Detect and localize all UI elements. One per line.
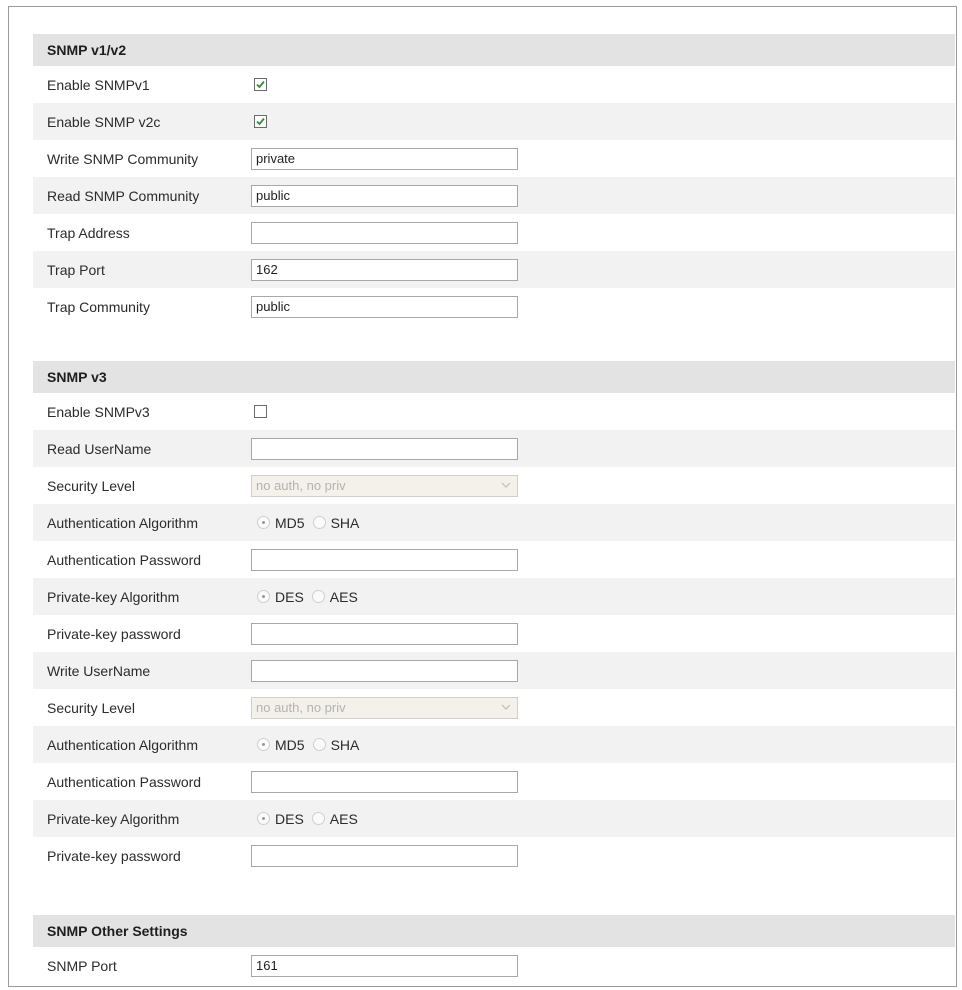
read-auth-algorithm-radios (257, 515, 367, 531)
write-priv-password-row (33, 837, 955, 874)
snmp-port-input[interactable]: 161 (251, 955, 518, 977)
read-auth-option-sha[interactable] (313, 515, 360, 531)
read-auth-password-row (33, 541, 955, 578)
read-priv-password-row (33, 615, 955, 652)
enable-snmpv1-checkbox[interactable] (254, 78, 267, 91)
read-priv-password-label: Private-key password (47, 625, 181, 642)
enable-snmpv2c-label: Enable SNMP v2c (47, 113, 161, 130)
write-community-row (33, 140, 955, 177)
read-username-input[interactable] (251, 438, 518, 460)
write-username-label: Write UserName (47, 662, 151, 679)
trap-port-input[interactable]: 162 (251, 259, 518, 281)
write-priv-option-aes[interactable] (312, 811, 358, 827)
write-auth-radio-sha[interactable] (313, 738, 326, 751)
read-security-level-select[interactable] (251, 475, 518, 497)
write-priv-radio-label: AES (329, 810, 358, 827)
write-auth-radio-md5[interactable] (257, 738, 270, 751)
trap-address-label: Trap Address (47, 224, 130, 241)
enable-snmpv3-label: Enable SNMPv3 (47, 403, 150, 420)
write-community-label: Write SNMP Community (47, 150, 199, 167)
read-community-input[interactable]: public (251, 185, 518, 207)
read-security-level-label: Security Level (47, 477, 135, 494)
read-priv-option-des[interactable] (257, 589, 304, 605)
read-priv-algorithm-row (33, 578, 955, 615)
write-auth-option-md5[interactable] (257, 737, 305, 753)
enable-snmpv2c-row (33, 103, 955, 140)
snmp-port-label: SNMP Port (47, 957, 117, 974)
write-priv-option-des[interactable] (257, 811, 304, 827)
write-security-level-value: no auth, no priv (256, 699, 346, 715)
write-username-input[interactable] (251, 660, 518, 682)
snmp-v3-header: SNMP v3 (33, 361, 955, 393)
write-security-level-label: Security Level (47, 699, 135, 716)
write-priv-algorithm-radios (257, 811, 366, 827)
write-auth-algorithm-radios (257, 737, 367, 753)
read-auth-radio-md5[interactable] (257, 516, 270, 529)
read-auth-password-input[interactable] (251, 549, 518, 571)
read-auth-radio-sha[interactable] (313, 516, 326, 529)
write-auth-password-input[interactable] (251, 771, 518, 793)
read-auth-option-md5[interactable] (257, 515, 305, 531)
checkmark-icon (255, 116, 266, 127)
enable-snmpv1-row (33, 66, 955, 103)
read-priv-radio-label: AES (329, 588, 358, 605)
snmp-other-section (33, 915, 955, 984)
read-auth-algorithm-label: Authentication Algorithm (47, 514, 198, 531)
trap-community-label: Trap Community (47, 298, 150, 315)
write-community-input[interactable]: private (251, 148, 518, 170)
checkmark-icon (255, 79, 266, 90)
write-priv-password-input[interactable] (251, 845, 518, 867)
chevron-down-icon (501, 702, 511, 712)
write-auth-algorithm-row (33, 726, 955, 763)
read-priv-radio-aes[interactable] (312, 590, 325, 603)
read-priv-radio-label: DES (275, 588, 304, 605)
snmp-v1v2-header: SNMP v1/v2 (33, 34, 955, 66)
trap-port-row (33, 251, 955, 288)
enable-snmpv3-row (33, 393, 955, 430)
write-auth-radio-label: SHA (330, 736, 360, 753)
read-auth-radio-label: SHA (330, 514, 360, 531)
read-security-level-value: no auth, no priv (256, 477, 346, 493)
write-priv-algorithm-label: Private-key Algorithm (47, 810, 180, 827)
enable-snmpv2c-checkbox[interactable] (254, 115, 267, 128)
trap-port-label: Trap Port (47, 261, 105, 278)
write-auth-algorithm-label: Authentication Algorithm (47, 736, 198, 753)
trap-community-row (33, 288, 955, 325)
enable-snmpv1-label: Enable SNMPv1 (47, 76, 150, 93)
trap-address-input[interactable] (251, 222, 518, 244)
read-auth-password-label: Authentication Password (47, 551, 202, 568)
snmp-v3-section (33, 361, 955, 874)
read-community-row (33, 177, 955, 214)
read-auth-algorithm-row (33, 504, 955, 541)
read-priv-radio-des[interactable] (257, 590, 270, 603)
snmp-v1v2-section (33, 34, 955, 325)
write-priv-radio-label: DES (275, 810, 304, 827)
write-auth-option-sha[interactable] (313, 737, 360, 753)
read-security-level-row (33, 467, 955, 504)
trap-community-input[interactable]: public (251, 296, 518, 318)
read-priv-algorithm-label: Private-key Algorithm (47, 588, 180, 605)
snmp-settings-panel (8, 6, 957, 987)
write-auth-password-row (33, 763, 955, 800)
read-priv-password-input[interactable] (251, 623, 518, 645)
write-security-level-select[interactable] (251, 697, 518, 719)
read-community-label: Read SNMP Community (47, 187, 200, 204)
write-priv-radio-aes[interactable] (312, 812, 325, 825)
write-priv-algorithm-row (33, 800, 955, 837)
read-priv-algorithm-radios (257, 589, 366, 605)
read-username-row (33, 430, 955, 467)
read-username-label: Read UserName (47, 440, 152, 457)
snmp-other-header: SNMP Other Settings (33, 915, 955, 947)
write-priv-radio-des[interactable] (257, 812, 270, 825)
write-priv-password-label: Private-key password (47, 847, 181, 864)
write-auth-password-label: Authentication Password (47, 773, 202, 790)
trap-address-row (33, 214, 955, 251)
snmp-port-row (33, 947, 955, 984)
write-username-row (33, 652, 955, 689)
read-priv-option-aes[interactable] (312, 589, 358, 605)
chevron-down-icon (501, 480, 511, 490)
write-security-level-row (33, 689, 955, 726)
write-auth-radio-label: MD5 (275, 736, 305, 753)
enable-snmpv3-checkbox[interactable] (254, 405, 267, 418)
read-auth-radio-label: MD5 (275, 514, 305, 531)
